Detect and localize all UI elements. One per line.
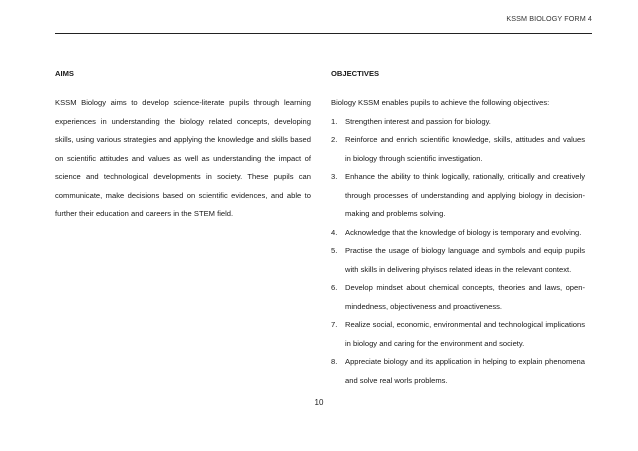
list-item [331, 113, 585, 132]
list-item-text: Realize social, economic, environmental and technological implications in biology and caring for the environment and society. [345, 320, 585, 348]
list-item [331, 131, 585, 168]
list-item-number: 1. [331, 116, 338, 126]
list-item [331, 316, 585, 353]
list-item [331, 224, 585, 243]
list-item [331, 279, 585, 316]
list-item-text: Acknowledge that the knowledge of biology is temporary and evolving. [345, 227, 582, 237]
list-item-number: 8. [331, 357, 338, 366]
list-item-text: Strengthen interest and passion for biology. [345, 116, 491, 126]
aims-section [55, 69, 311, 224]
list-item-text: Practise the usage of biology language and symbols and equip pupils with skills in delivering phyiscs related ideas in the relevant context. [345, 246, 585, 274]
list-item [331, 242, 585, 279]
objectives-heading: OBJECTIVES [331, 69, 380, 78]
list-item-text: Develop mindset about chemical concepts, theories and laws, open-mindedness, objectiveness and proactiveness. [345, 283, 585, 311]
running-header: KSSM BIOLOGY FORM 4 [506, 14, 592, 23]
list-item-number: 7. [331, 320, 338, 329]
list-item-number: 2. [331, 135, 338, 144]
list-item-text: Reinforce and enrich scientific knowledge, skills, attitudes and values in biology through scientific investigation. [345, 135, 585, 163]
list-item-number: 6. [331, 283, 338, 292]
objectives-section [331, 69, 585, 390]
aims-paragraph: KSSM Biology aims to develop science-literate pupils through learning experiences in understanding the biology related concepts, developing skills, using various strategies and applying the knowledge and skills based on scientific attitudes and values as well as understanding the impact of science and technological developments in society. These pupils can communicate, make decisions based on scientific evidences, and able to further their education and careers in the STEM field. [55, 98, 311, 218]
objectives-list [331, 113, 585, 391]
list-item-text: Appreciate biology and its application in helping to explain phenomena and solve real worls problems. [345, 357, 585, 385]
list-item-text: Enhance the ability to think logically, rationally, critically and creatively through processes of understanding and applying biology in decision-making and problems solving. [345, 172, 585, 218]
list-item-number: 4. [331, 227, 338, 237]
list-item-number: 3. [331, 172, 338, 181]
list-item [331, 168, 585, 224]
list-item-number: 5. [331, 246, 338, 255]
header-divider [55, 33, 592, 34]
list-item [331, 353, 585, 390]
page-number: 10 [314, 398, 324, 407]
aims-heading: AIMS [55, 69, 74, 78]
objectives-intro: Biology KSSM enables pupils to achieve the following objectives: [331, 98, 550, 107]
